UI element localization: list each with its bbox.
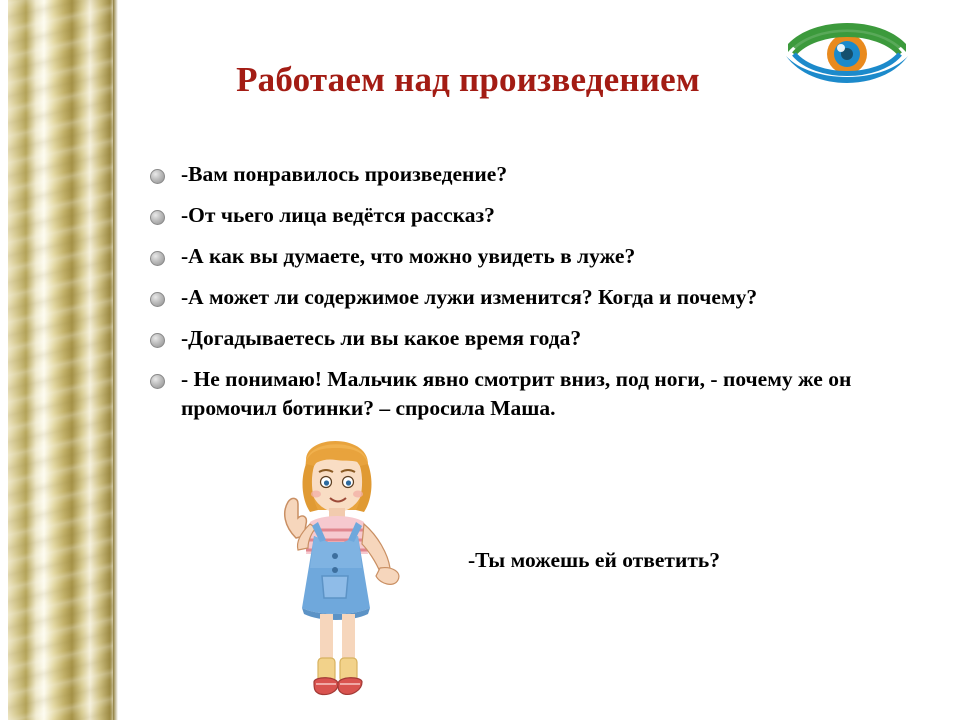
bullet-list [150,160,940,435]
bullet-dot-icon [150,292,165,307]
slide-title: Работаем над произведением [236,60,700,99]
list-item [150,160,940,189]
girl-illustration [236,418,436,718]
band-edge-right [113,0,118,720]
list-item [150,283,940,312]
bullet-dot-icon [150,169,165,184]
list-item [150,242,940,271]
bullet-dot-icon [150,374,165,389]
list-item [150,324,940,353]
band-gloss [0,0,118,720]
bullet-dot-icon [150,210,165,225]
list-item [150,365,940,423]
list-item-label: -А как вы думаете, что можно увидеть в луже? [181,244,636,268]
list-item-label: -От чьего лица ведётся рассказ? [181,203,495,227]
list-item-label: -Догадываетесь ли вы какое время года? [181,326,582,350]
bullet-dot-icon [150,251,165,266]
bottom-caption: -Ты можешь ей ответить? [468,548,721,572]
gold-ribbed-band-decor [0,0,118,720]
list-item [150,201,940,230]
band-edge-left [0,0,8,720]
list-item-label: - Не понимаю! Мальчик явно смотрит вниз, под ноги, - почему же он промочил ботинки? – спросила Маша. [181,367,852,420]
bullet-dot-icon [150,333,165,348]
list-item-label: -А может ли содержимое лужи изменится? Когда и почему? [181,285,758,309]
list-item-label: -Вам понравилось произведение? [181,162,508,186]
